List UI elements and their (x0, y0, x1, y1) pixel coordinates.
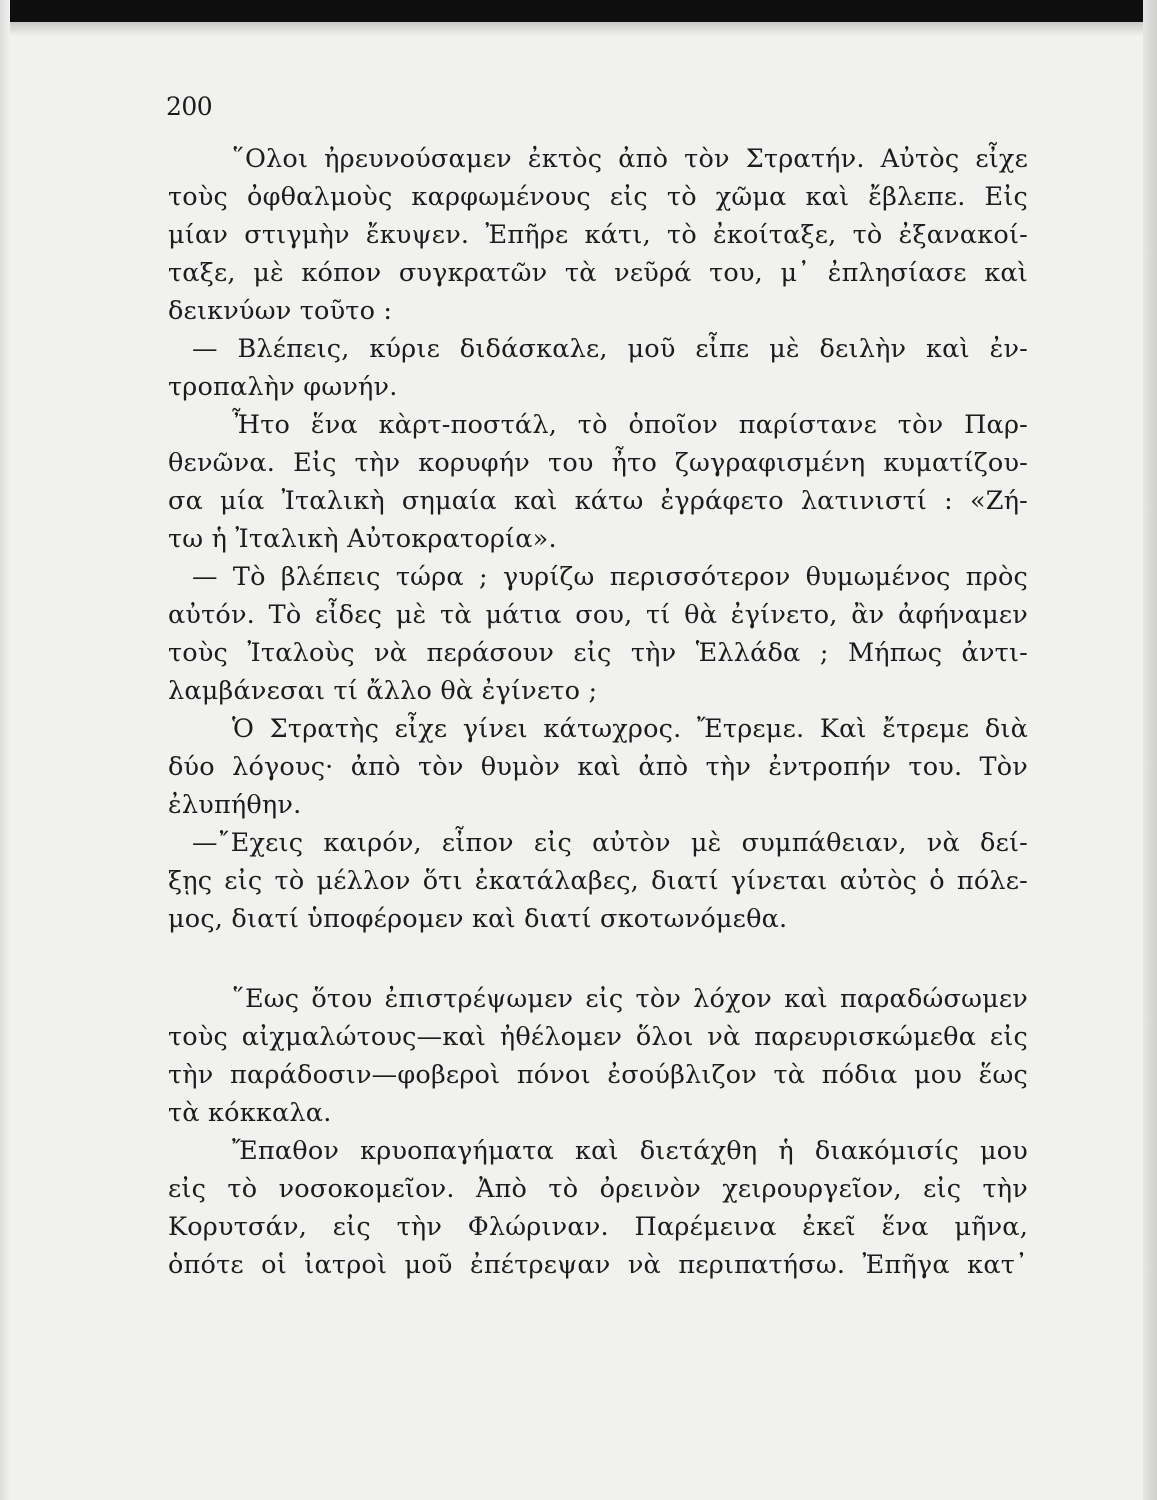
page-left-edge (0, 0, 10, 1500)
page-top-shadow (0, 22, 1157, 36)
text-line: τροπαλὴν φωνήν. (168, 372, 398, 402)
text-line: —῎Εχεις καιρόν, εἶπον εἰς αὐτὸν μὲ συμπάθειαν, νὰ δεί- (192, 828, 1028, 858)
text-line: αὐτόν. Τὸ εἶδες μὲ τὰ μάτια σου, τί θὰ ἐγίνετο, ἂν ἀφήναμεν (168, 600, 1028, 630)
text-line: λαμβάνεσαι τί ἄλλο θὰ ἐγίνετο ; (168, 676, 598, 706)
text-line: — Βλέπεις, κύριε διδάσκαλε, μοῦ εἶπε μὲ δειλὴν καὶ ἐν- (192, 334, 1028, 364)
text-line: τοὺς Ἰταλοὺς νὰ περάσουν εἰς τὴν Ἑλλάδα ; Μήπως ἀντι- (168, 638, 1028, 668)
page-top-edge (0, 0, 1157, 22)
text-line: ὁπότε οἱ ἰατροὶ μοῦ ἐπέτρεψαν νὰ περιπατήσω. Ἐπῆγα κατ᾿ (168, 1250, 1028, 1280)
text-line: τὰ κόκκαλα. (168, 1098, 332, 1128)
text-line: ταξε, μὲ κόπον συγκρατῶν τὰ νεῦρά του, μ᾿ ἐπλησίασε καὶ (168, 258, 1028, 288)
text-line: Ἦτο ἕνα κὰρτ-ποστάλ, τὸ ὁποῖον παρίστανε τὸν Παρ- (232, 410, 1028, 440)
text-line: τοὺς αἰχμαλώτους—καὶ ἠθέλομεν ὅλοι νὰ παρευρισκώμεθα εἰς (168, 1022, 1028, 1052)
text-line: Ἔπαθον κρυοπαγήματα καὶ διετάχθη ἡ διακόμισίς μου (232, 1136, 1028, 1166)
text-line: ῞Ολοι ἠρευνούσαμεν ἐκτὸς ἀπὸ τὸν Στρατήν. Αὐτὸς εἶχε (232, 144, 1028, 174)
text-section-1 (168, 140, 1028, 938)
page-number: 200 (166, 92, 213, 121)
text-line: Ὁ Στρατὴς εἶχε γίνει κάτωχρος. Ἔτρεμε. Καὶ ἔτρεμε διὰ (232, 714, 1028, 744)
text-line: μος, διατί ὑποφέρομεν καὶ διατί σκοτωνόμεθα. (168, 904, 788, 934)
text-line: ῞Εως ὅτου ἐπιστρέψωμεν εἰς τὸν λόχον καὶ παραδώσωμεν (232, 984, 1028, 1014)
text-line: τοὺς ὀφθαλμοὺς καρφωμένους εἰς τὸ χῶμα καὶ ἔβλεπε. Εἰς (168, 182, 1028, 212)
text-line: μίαν στιγμὴν ἔκυψεν. Ἐπῆρε κάτι, τὸ ἐκοίταξε, τὸ ἐξανακοί- (168, 220, 1028, 250)
text-line: τὴν παράδοσιν—φοβεροὶ πόνοι ἐσούβλιζον τὰ πόδια μου ἕως (168, 1060, 1028, 1090)
text-line: εἰς τὸ νοσοκομεῖον. Ἀπὸ τὸ ὀρεινὸν χειρουργεῖον, εἰς τὴν (168, 1174, 1028, 1204)
text-line: δύο λόγους· ἀπὸ τὸν θυμὸν καὶ ἀπὸ τὴν ἐντροπήν του. Τὸν (168, 752, 1028, 782)
text-line: Κορυτσάν, εἰς τὴν Φλώριναν. Παρέμεινα ἐκεῖ ἕνα μῆνα, (168, 1212, 1028, 1242)
text-line: ἐλυπήθην. (168, 790, 302, 820)
text-line: σα μία Ἰταλικὴ σημαία καὶ κάτω ἐγράφετο λατινιστί : «Ζή- (168, 486, 1028, 516)
text-line: τω ἡ Ἰταλικὴ Αὐτοκρατορία». (168, 524, 557, 554)
text-line: ξῃς εἰς τὸ μέλλον ὅτι ἐκατάλαβες, διατί γίνεται αὐτὸς ὁ πόλε- (168, 866, 1028, 896)
page-right-edge (1143, 0, 1157, 1500)
text-line: θενῶνα. Εἰς τὴν κορυφήν του ἦτο ζωγραφισμένη κυματίζου- (168, 448, 1028, 478)
text-line: δεικνύων τοῦτο : (168, 296, 393, 326)
text-line: — Τὸ βλέπεις τώρα ; γυρίζω περισσότερον θυμωμένος πρὸς (192, 562, 1028, 592)
text-section-2 (168, 980, 1028, 1284)
